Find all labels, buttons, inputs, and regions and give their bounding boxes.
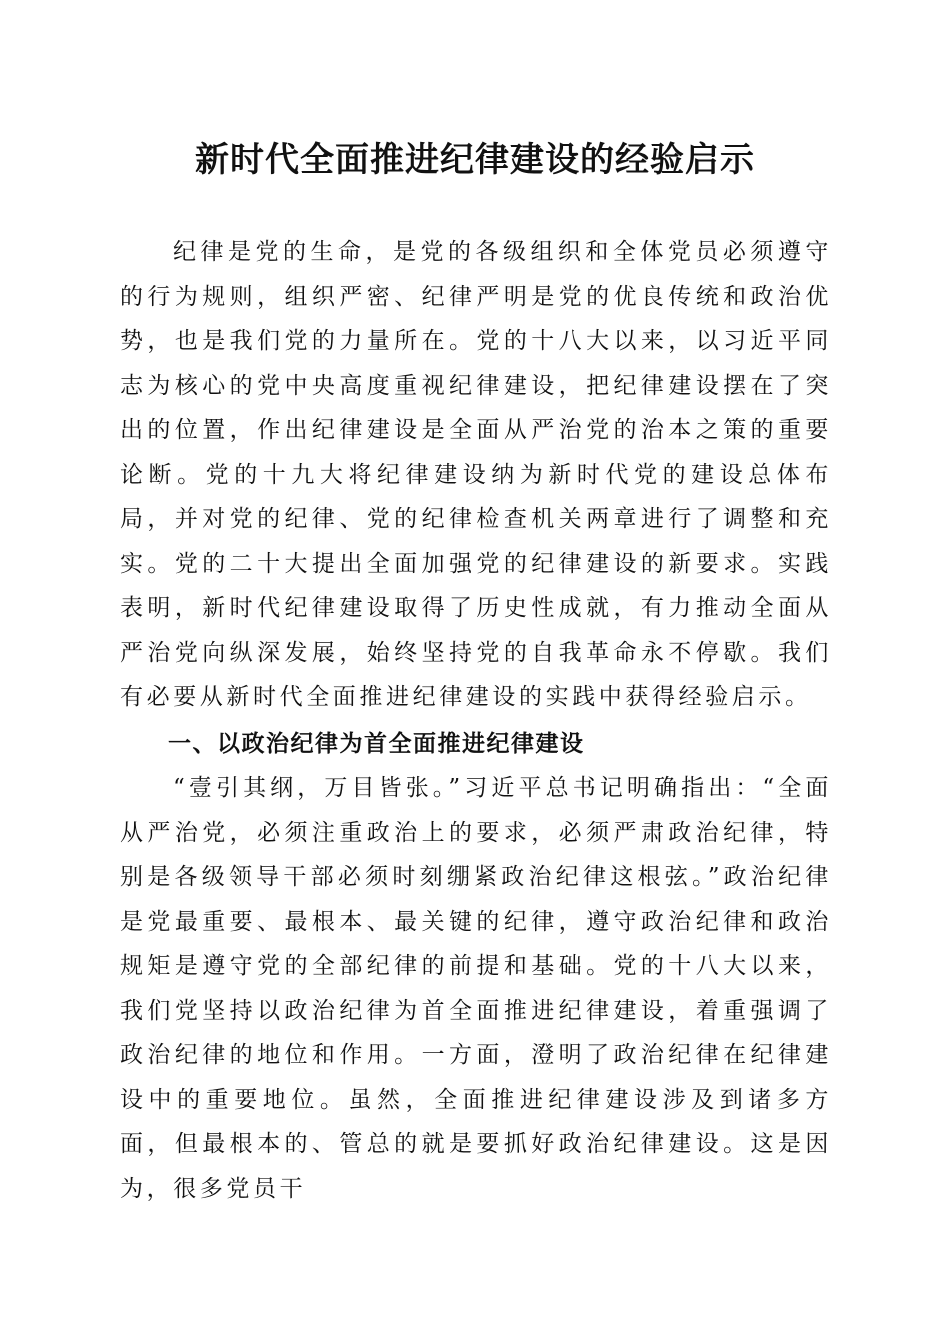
intro-paragraph: 纪律是党的生命，是党的各级组织和全体党员必须遵守的行为规则，组织严密、纪律严明是党的优良传统和政治优势，也是我们党的力量所在。党的十八大以来，以习近平同志为核心的党中央高度重视纪律建设，把纪律建设摆在了突出的位置，作出纪律建设是全面从严治党的治本之策的重要论断。党的十九大将纪律建设纳为新时代党的建设总体布局，并对党的纪律、党的纪律检查机关两章进行了调整和充实。党的二十大提出全面加强党的纪律建设的新要求。实践表明，新时代纪律建设取得了历史性成就，有力推动全面从严治党向纵深发展，始终坚持党的自我革命永不停歇。我们有必要从新时代全面推进纪律建设的实践中获得经验启示。 (120, 239, 832, 710)
section-heading-1: 一、以政治纪律为首全面推进纪律建设 (168, 731, 585, 757)
section-1-paragraph: “壹引其纲，万目皆张。”习近平总书记明确指出：“全面从严治党，必须注重政治上的要求，必须严肃政治纪律，特别是各级领导干部必须时刻绷紧政治纪律这根弦。”政治纪律是党最重要、最根本、最关键的纪律，遵守政治纪律和政治规矩是遵守党的全部纪律的前提和基础。党的十八大以来，我们党坚持以政治纪律为首全面推进纪律建设，着重强调了政治纪律的地位和作用。一方面，澄明了政治纪律在纪律建设中的重要地位。虽然，全面推进纪律建设涉及到诸多方面，但最根本的、管总的就是要抓好政治纪律建设。这是因为，很多党员干 (120, 775, 832, 1202)
document-title: 新时代全面推进纪律建设的经验启示 (195, 140, 755, 180)
